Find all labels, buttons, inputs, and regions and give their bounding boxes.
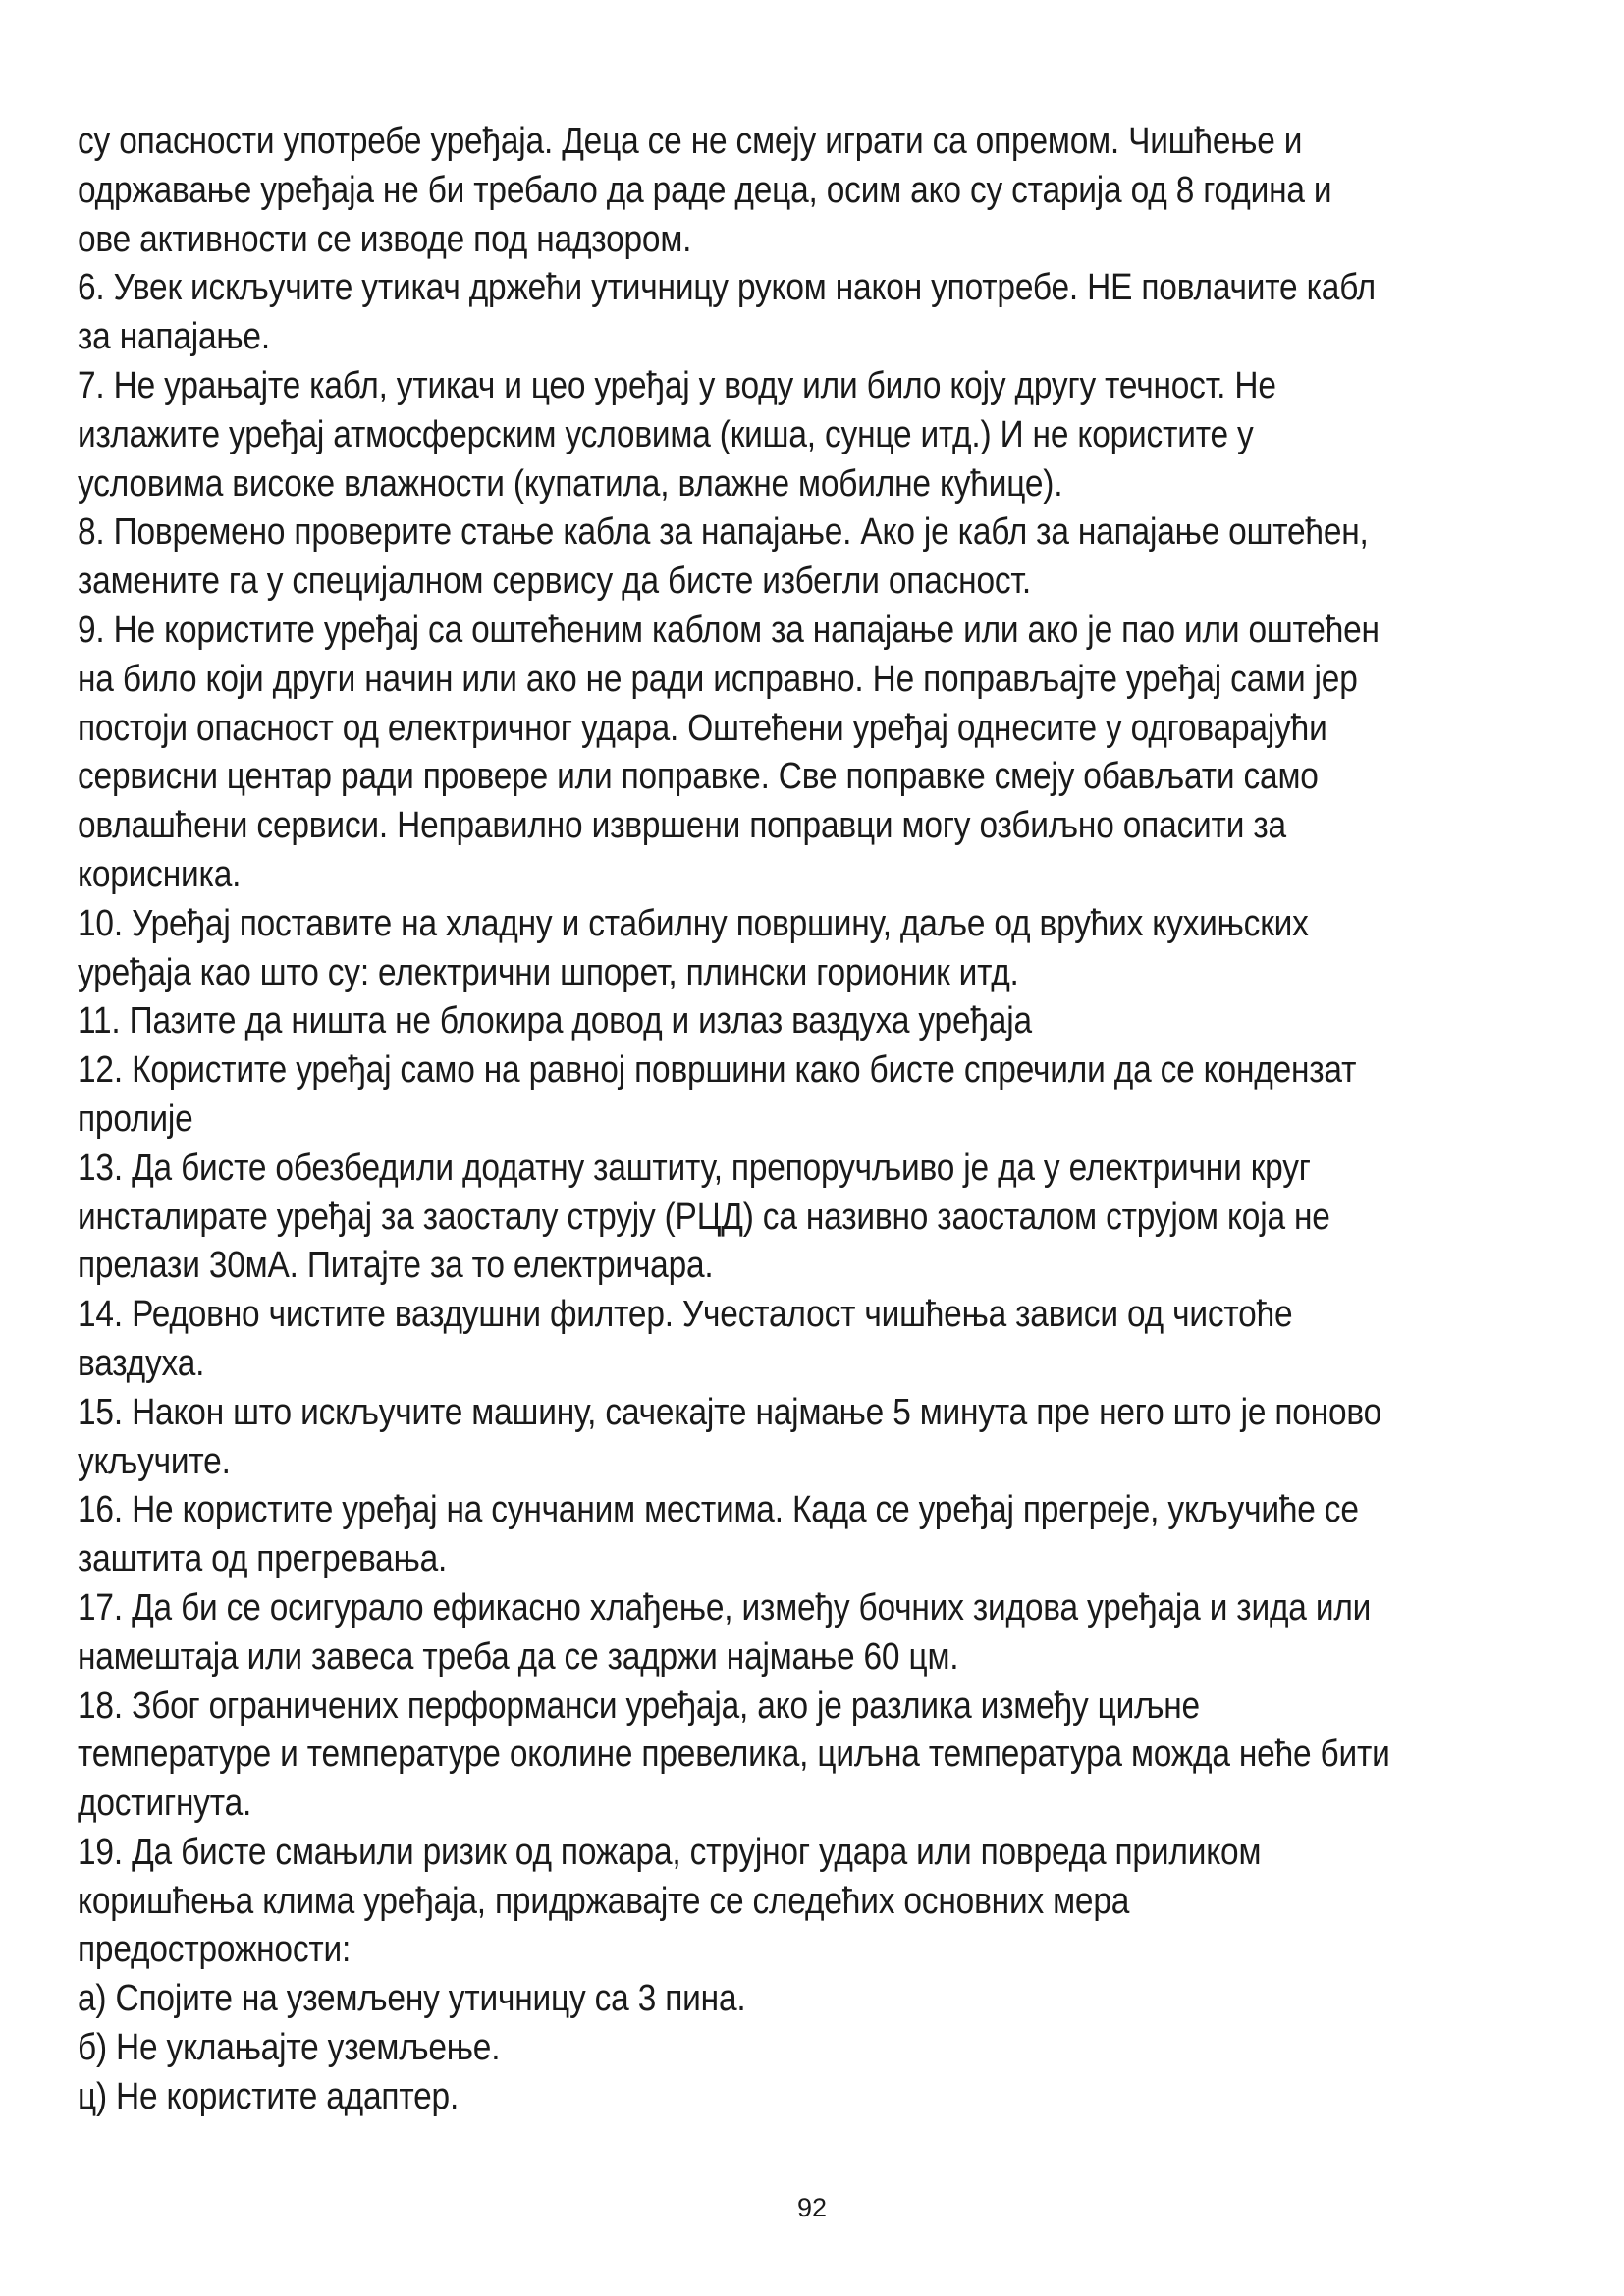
text-line: постоји опасност од електричног удара. Оштећени уређај однесите у одговарајући <box>78 707 1327 749</box>
text-line: 9. Не користите уређај са оштећеним каблом за напајање или ако је пао или оштећен <box>78 609 1380 651</box>
text-line: прелази 30мА. Питајте за то електричара. <box>78 1245 714 1287</box>
text-line: укључите. <box>78 1440 231 1482</box>
text-line: су опасности употребе уређаја. Деца се не смеју играти са опремом. Чишћење и <box>78 121 1303 162</box>
text-line: 13. Да бисте обезбедили додатну заштиту, препоручљиво је да у електрични круг <box>78 1147 1311 1189</box>
text-line: пролије <box>78 1097 193 1140</box>
text-line: уређаја као што су: електрични шпорет, плински горионик итд. <box>78 951 1019 993</box>
text-line: ваздуха. <box>78 1342 205 1384</box>
text-line: корисника. <box>78 853 242 895</box>
text-line: условима високе влажности (купатила, влажне мобилне кућице). <box>78 462 1063 505</box>
text-line: 11. Пазите да ништа не блокира довод и излаз ваздуха уређаја <box>78 1000 1032 1042</box>
text-line: на било који други начин или ако не ради исправно. Не поправљајте уређај сами јер <box>78 658 1358 700</box>
text-line: намештаја или завеса треба да се задржи најмање 60 цм. <box>78 1635 959 1678</box>
text-line: 15. Након што искључите машину, сачекајте најмање 5 минута пре него што је поново <box>78 1391 1382 1433</box>
text-line: 10. Уређај поставите на хладну и стабилну површину, даље од врућих кухињских <box>78 902 1309 944</box>
text-line: ове активности се изводе под надзором. <box>78 218 692 260</box>
text-line: 16. Не користите уређај на сунчаним местима. Када се уређај прегреје, укључиће се <box>78 1489 1359 1531</box>
text-line: 12. Користите уређај само на равној површини како бисте спречили да се кондензат <box>78 1049 1357 1092</box>
text-line: 19. Да бисте смањили ризик од пожара, струјног удара или повреда приликом <box>78 1831 1262 1873</box>
text-line: а) Спојите на уземљену утичницу са 3 пина. <box>78 1978 746 2020</box>
text-line: одржавање уређаја не би требало да раде деца, осим ако су старија од 8 година и <box>78 169 1332 211</box>
text-line: 18. Због ограничених перформанси уређаја, ако је разлика између циљне <box>78 1684 1200 1727</box>
page-number: 92 <box>796 2193 828 2222</box>
text-line: 14. Редовно чистите ваздушни филтер. Учесталост чишћења зависи од чистоће <box>78 1294 1293 1336</box>
text-line: за напајање. <box>78 316 270 358</box>
text-line: б) Не уклањајте уземљење. <box>78 2027 501 2069</box>
text-line: овлашћени сервиси. Неправилно извршени поправци могу озбиљно опасити за <box>78 805 1286 847</box>
text-line: 17. Да би се осигурало ефикасно хлађење, између бочних зидова уређаја и зида или <box>78 1586 1372 1629</box>
text-line: предострожности: <box>78 1929 352 1971</box>
text-line: ц) Не користите адаптер. <box>78 2075 460 2117</box>
text-line: коришћења клима уређаја, придржавајте се следећих основних мера <box>78 1880 1130 1922</box>
text-line: температуре и температуре околине превелика, циљна температура можда неће бити <box>78 1734 1390 1776</box>
text-line: 7. Не урањајте кабл, утикач и цео уређај у воду или било коју другу течност. Не <box>78 364 1276 406</box>
document-body <box>78 118 1550 2122</box>
text-line: достигнута. <box>78 1783 252 1825</box>
text-line: инсталирате уређај за заосталу струју (РЦД) са називно заосталом струјом која не <box>78 1196 1330 1238</box>
text-line: 6. Увек искључите утикач држећи утичницу руком након употребе. НЕ повлачите кабл <box>78 267 1377 309</box>
text-line: заштита од прегревања. <box>78 1538 448 1580</box>
text-line: замените га у специјалном сервису да бисте избегли опасност. <box>78 561 1031 603</box>
text-line: излажите уређај атмосферским условима (киша, сунце итд.) И не користите у <box>78 413 1254 455</box>
text-line: 8. Повремено проверите стање кабла за напајање. Ако је кабл за напајање оштећен, <box>78 511 1369 554</box>
text-line: сервисни центар ради провере или поправке. Све поправке смеју обављати само <box>78 756 1319 798</box>
